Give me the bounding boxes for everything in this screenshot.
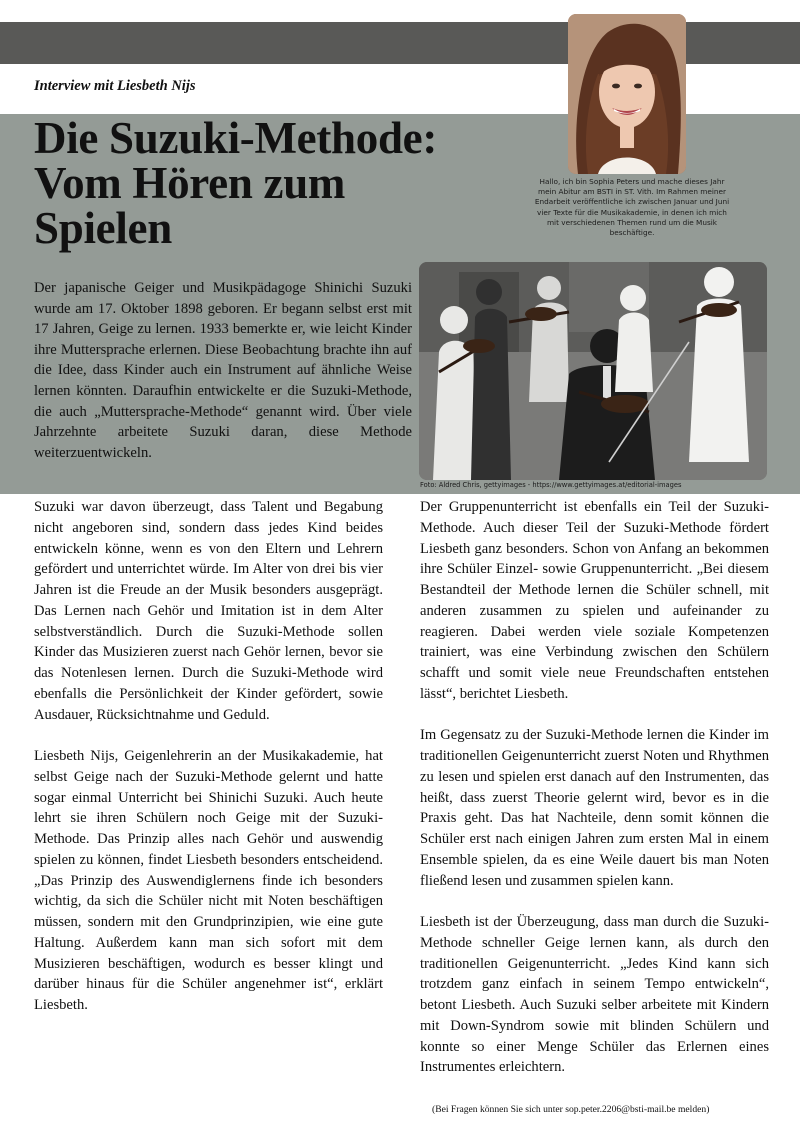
right-paragraph-3: Liesbeth ist der Überzeugung, dass man durch die Suzuki-Methode schneller Geige lernen kann, als durch den traditionellen Geigenunterricht. „Jedes Kind kann sich trotzdem ganz einfach in seinem Tempo entwickeln“, betont Liesbeth. Auch Suzuki selber arbeitete mit Kindern mit Down-Syndrom sowie mit blinden Schülern und konnte so einer Menge Schüler das Erlernen eines Instrumentes erleichtern. — [420, 914, 769, 1076]
author-caption: Hallo, ich bin Sophia Peters und mache dieses Jahr mein Abitur am BSTI in ST. Vith. Im Rahmen meiner Endarbeit veröffentliche ich zwischen Januar und Juni vier Texte für die Musikakademie, in denen ich mich mit verschiedenen Themen rund um die Musik beschäftige. — [534, 177, 730, 238]
portrait-illustration — [568, 14, 686, 174]
suzuki-photo — [419, 262, 767, 480]
photo-illustration — [419, 262, 767, 480]
author-portrait — [568, 14, 686, 174]
article-headline — [34, 113, 534, 253]
left-paragraph-2: Liesbeth Nijs, Geigenlehrerin an der Musikakademie, hat selbst Geige nach der Suzuki-Methode gelernt und hatte sogar einmal Unterricht bei Shinichi Suzuki. Auch heute lehrt sie ihren Schülern noch Geige mit der Suzuki-Methode. Das Prinzip alles nach Gehör und auswendig spielen zu können, findet Liesbeth besonders entscheidend. „Das Prinzip des Auswendiglernens finde ich besonders wichtig, da sich die Schüler nicht mit Noten beschäftigen müssen, sondern mit den Grundprinzipien, wie eine gute Haltung. Außerdem kann man sich sofort mit dem Musizieren beschäftigen, wodurch es besser klingt und darüber hinaus für die Schüler angenehmer ist“, erklärt Liesbeth. — [34, 748, 383, 1013]
headline-line-3: Spielen — [34, 203, 172, 253]
article-subtitle: Interview mit Liesbeth Nijs — [34, 78, 196, 94]
right-paragraph-1: Der Gruppenunterricht ist ebenfalls ein Teil der Suzuki-Methode. Auch dieser Teil der Suzuki-Methode fördert Liesbeth ganz besonders. Schon von Anfang an bekommen ihre Schüler Einzel- sowie Gruppenunterricht. „Bei diesem Bestandteil der Methode lernen die Schüler schnell, mit anderen zusammen zu spielen und aufeinander zu reagieren. Dabei werden viele soziale Kompetenzen trainiert, was eine Verbindung zwischen den Schülern schafft und somit viele neue Freundschaften entstehen lässt“, berichtet Liesbeth. — [420, 499, 769, 702]
right-paragraph-2: Im Gegensatz zu der Suzuki-Methode lernen die Kinder im traditionellen Geigenunterricht zuerst Noten und Rhythmen zu lesen und spielen erst danach auf den Instrumenten, das heißt, dass zuerst Theorie gelernt wird, bevor es in die Praxis geht. Das hat Nachteile, denn somit können die Schüler erst nach einigen Jahren zum ersten Mal in einem Ensemble spielen, da es eine Weile dauert bis man Noten fließend lesen und zusammen spielen kann. — [420, 727, 769, 889]
intro-paragraph: Der japanische Geiger und Musikpädagoge Shinichi Suzuki wurde am 17. Oktober 1898 geboren. Er begann selbst erst mit 17 Jahren, Geige zu lernen. 1933 bemerkte er, wie leicht Kinder ihre Muttersprache erlernen. Diese Beobachtung brachte ihn auf die Idee, dass Kinder auch ein Instrument auf ähnliche Weise lernen könnten. Daraufhin entwickelte er die Suzuki-Methode, die auch „Muttersprache-Methode“ genannt wird. Über viele Jahrzehnte arbeitete Suzuki daran, diese Methode weiterzuentwickeln. — [34, 280, 412, 461]
contact-footer: (Bei Fragen können Sie sich unter sop.peter.2206@bsti-mail.be melden) — [432, 1104, 710, 1115]
left-paragraph-1: Suzuki war davon überzeugt, dass Talent und Begabung nicht angeboren sind, sondern dass jedes Kind beides entwickeln könne, wenn es von den Eltern und Lehrern gefördert und unterrichtet würde. Im Alter von drei bis vier Jahren ist die Freude an der Musik besonders ausgeprägt. Das Lernen nach Gehör und Imitation ist in dem Alter selbstverständlich. Durch die Suzuki-Methode sollen Kinder das Musizieren zuerst nach Gehör lernen, bevor sie das Notenlesen lernen. Durch die Suzuki-Methode wird ebenfalls die Persönlichkeit der Kinder gefördert, sowie Ausdauer, Rücksichtnahme und Geduld. — [34, 499, 383, 723]
photo-credit: Foto: Aldred Chris, gettyimages - https://www.gettyimages.at/editorial-images — [420, 481, 682, 489]
right-column — [420, 497, 769, 1099]
headline-line-2: Vom Hören zum — [34, 158, 346, 208]
left-column — [34, 497, 383, 1037]
headline-line-1: Die Suzuki-Methode: — [34, 113, 438, 163]
